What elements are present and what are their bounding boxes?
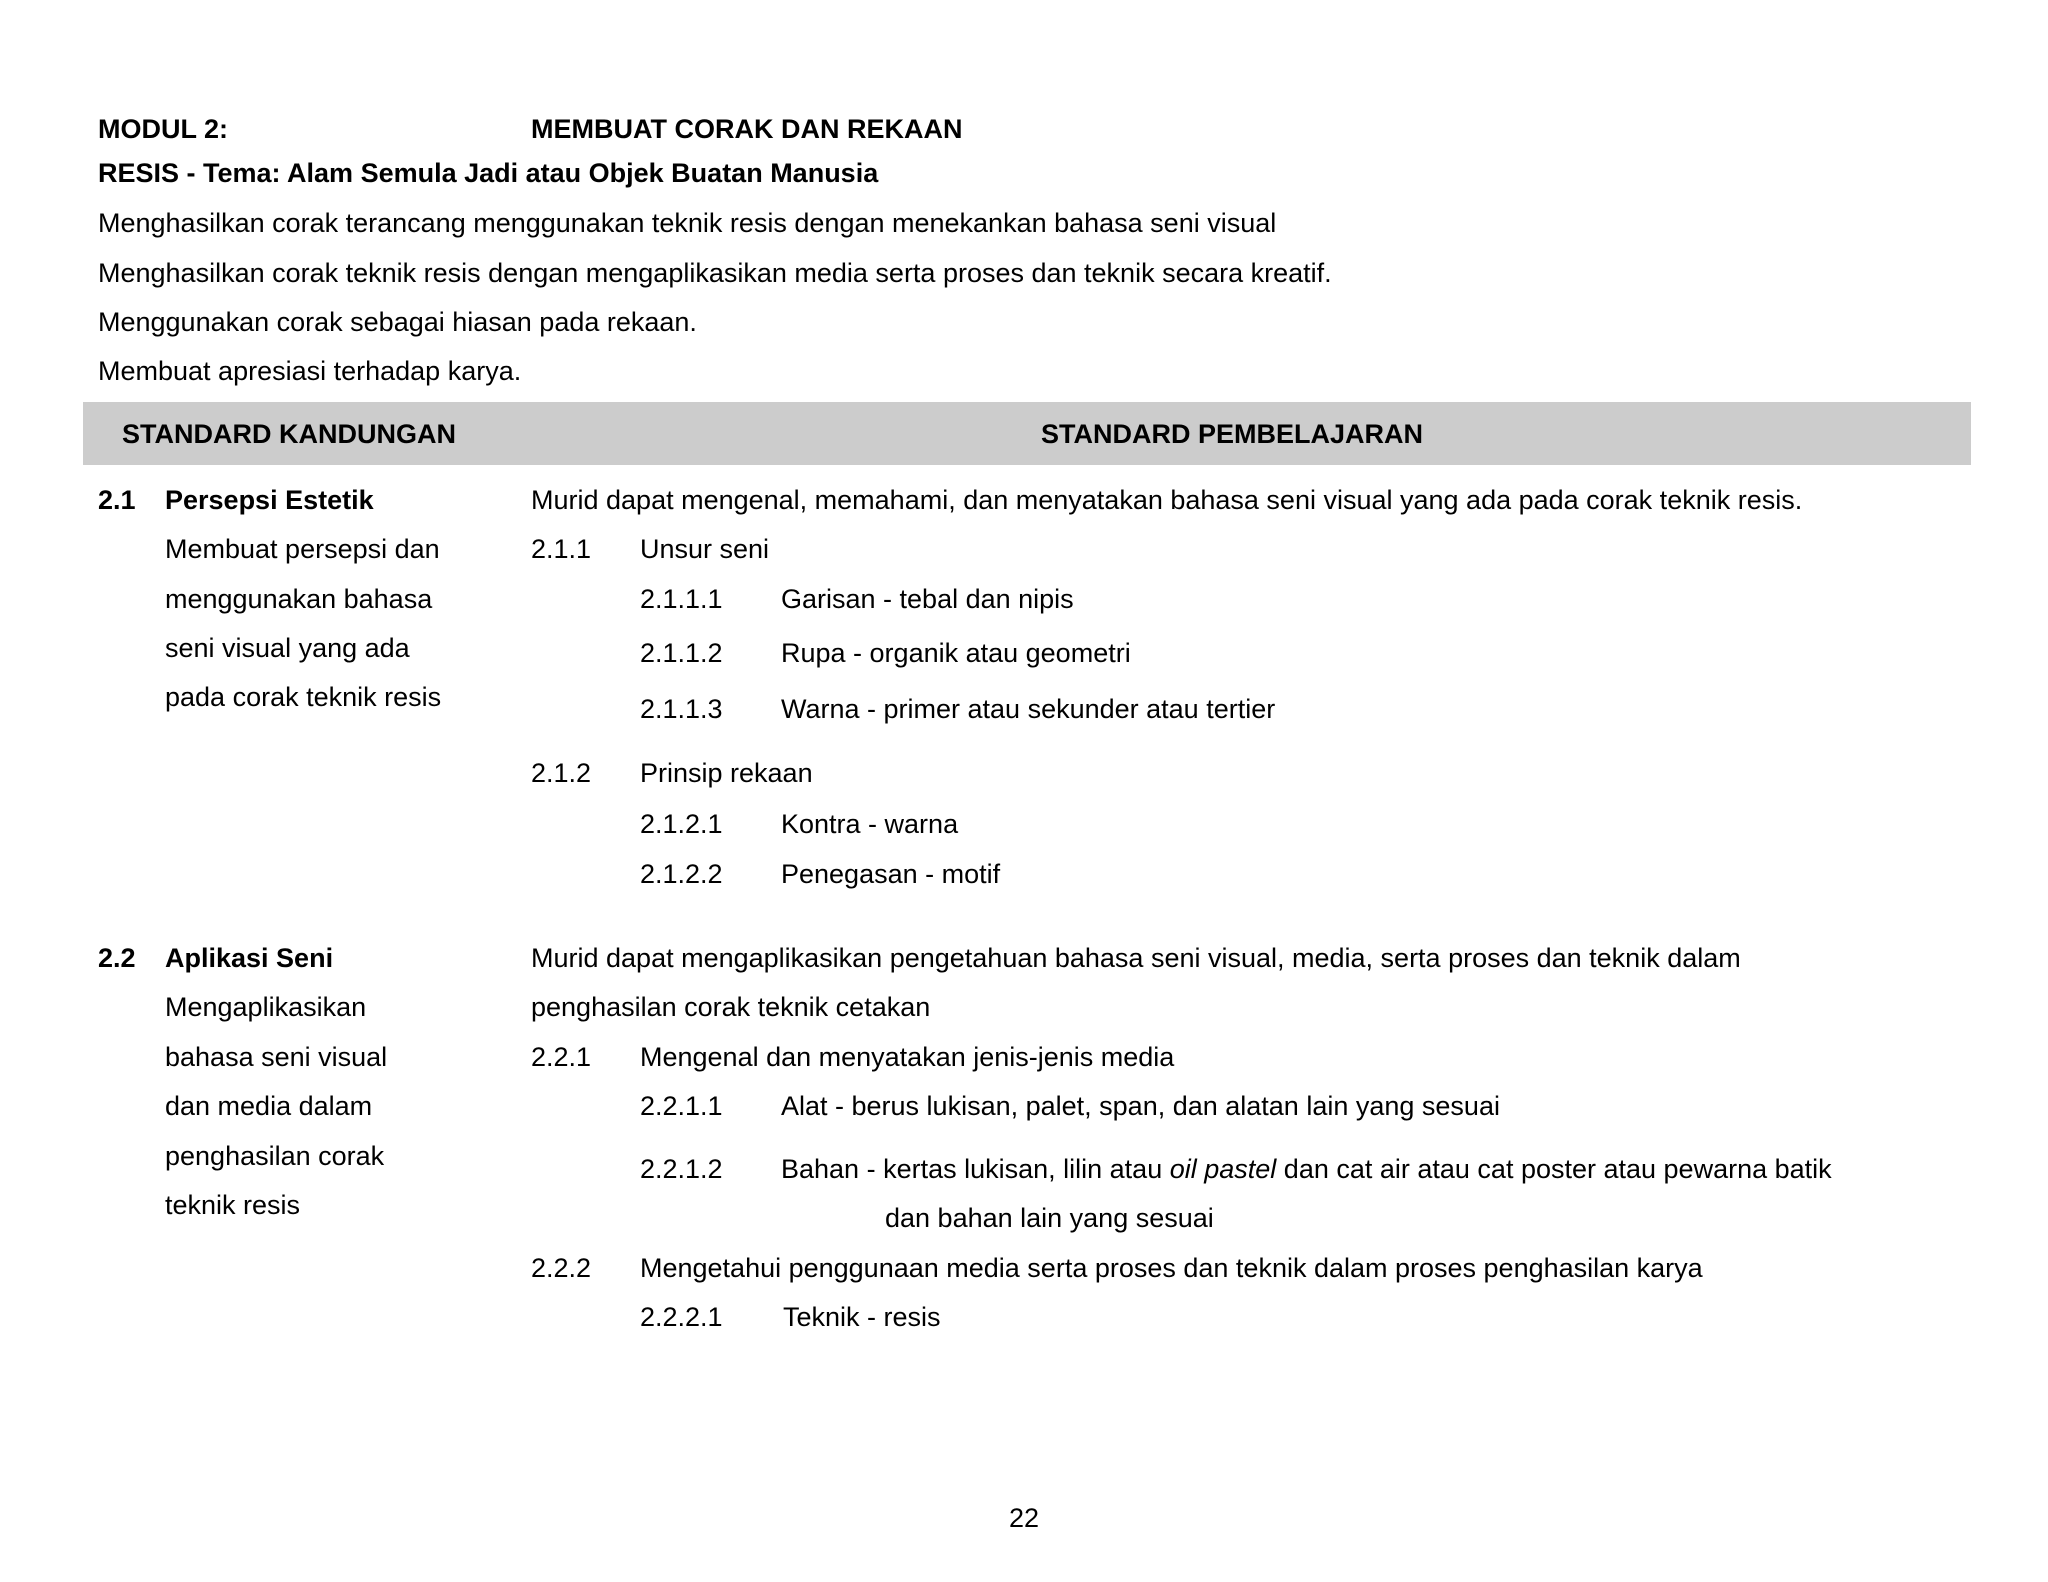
section-2-2-intro-line: Murid dapat mengaplikasikan pengetahuan bahasa seni visual, media, serta proses dan teknik dalam [531, 943, 1741, 973]
modul-title: MEMBUAT CORAK DAN REKAAN [531, 114, 963, 144]
item-text: Mengenal dan menyatakan jenis-jenis media [640, 1042, 1175, 1072]
subitem-text-part: Bahan - kertas lukisan, lilin atau [781, 1154, 1170, 1184]
item-number: 2.2.2 [531, 1253, 592, 1283]
section-2-2-desc-line: teknik resis [165, 1190, 301, 1220]
modul-subtitle: RESIS - Tema: Alam Semula Jadi atau Objek Buatan Manusia [98, 158, 879, 188]
section-2-1-desc-line: Membuat persepsi dan [165, 534, 440, 564]
subitem-text: Rupa - organik atau geometri [781, 638, 1131, 668]
subitem-number: 2.2.1.1 [640, 1091, 723, 1121]
section-2-2-desc-line: dan media dalam [165, 1091, 373, 1121]
section-2-2-intro-line: penghasilan corak teknik cetakan [531, 992, 931, 1022]
subitem-text: Kontra - warna [781, 809, 959, 839]
page-number: 22 [1008, 1503, 1040, 1533]
subitem-number: 2.1.1.1 [640, 584, 723, 614]
subitem-text [781, 1153, 1832, 1185]
subitem-number: 2.2.2.1 [640, 1302, 723, 1332]
section-2-1-desc-line: pada corak teknik resis [165, 682, 442, 712]
subitem-number: 2.1.2.2 [640, 859, 723, 889]
modul-label: MODUL 2: [98, 114, 229, 144]
section-2-1-number: 2.1 [98, 485, 136, 515]
section-2-1-desc-line: seni visual yang ada [165, 633, 410, 663]
item-number: 2.1.1 [531, 534, 592, 564]
subitem-number: 2.1.1.2 [640, 638, 723, 668]
subitem-text: Alat - berus lukisan, palet, span, dan alatan lain yang sesuai [781, 1091, 1500, 1121]
subitem-number: 2.1.2.1 [640, 809, 723, 839]
subitem-text: Warna - primer atau sekunder atau tertier [781, 694, 1276, 724]
section-2-2-desc-line: bahasa seni visual [165, 1042, 388, 1072]
section-2-1-desc-line: menggunakan bahasa [165, 584, 433, 614]
item-number: 2.2.1 [531, 1042, 592, 1072]
section-2-2-number: 2.2 [98, 943, 136, 973]
item-text: Unsur seni [640, 534, 770, 564]
subitem-number: 2.2.1.2 [640, 1154, 723, 1184]
objective-2: Menghasilkan corak teknik resis dengan mengaplikasikan media serta proses dan teknik secara kreatif. [98, 258, 1332, 288]
objective-4: Membuat apresiasi terhadap karya. [98, 356, 522, 386]
item-text: Prinsip rekaan [640, 758, 813, 788]
subitem-text: Garisan - tebal dan nipis [781, 584, 1074, 614]
section-2-2-desc-line: penghasilan corak [165, 1141, 385, 1171]
subitem-text-italic: oil pastel [1169, 1154, 1277, 1184]
item-text: Mengetahui penggunaan media serta proses dan teknik dalam proses penghasilan karya [640, 1253, 1703, 1283]
section-2-2-title: Aplikasi Seni [165, 943, 334, 973]
section-2-2-desc-line: Mengaplikasikan [165, 992, 367, 1022]
objective-1: Menghasilkan corak terancang menggunakan teknik resis dengan menekankan bahasa seni visual [98, 208, 1277, 238]
subitem-text: Penegasan - motif [781, 859, 1001, 889]
section-2-1-title: Persepsi Estetik [165, 485, 374, 515]
item-number: 2.1.2 [531, 758, 592, 788]
objective-3: Menggunakan corak sebagai hiasan pada rekaan. [98, 307, 697, 337]
subitem-text: Teknik - resis [783, 1302, 941, 1332]
subitem-number: 2.1.1.3 [640, 694, 723, 724]
subitem-text-continuation: dan bahan lain yang sesuai [885, 1203, 1214, 1233]
header-standard-pembelajaran: STANDARD PEMBELAJARAN [1041, 419, 1424, 449]
section-2-1-intro: Murid dapat mengenal, memahami, dan menyatakan bahasa seni visual yang ada pada corak teknik resis. [531, 485, 1803, 515]
header-standard-kandungan: STANDARD KANDUNGAN [122, 419, 456, 449]
subitem-text-part: dan cat air atau cat poster atau pewarna batik [1276, 1154, 1832, 1184]
